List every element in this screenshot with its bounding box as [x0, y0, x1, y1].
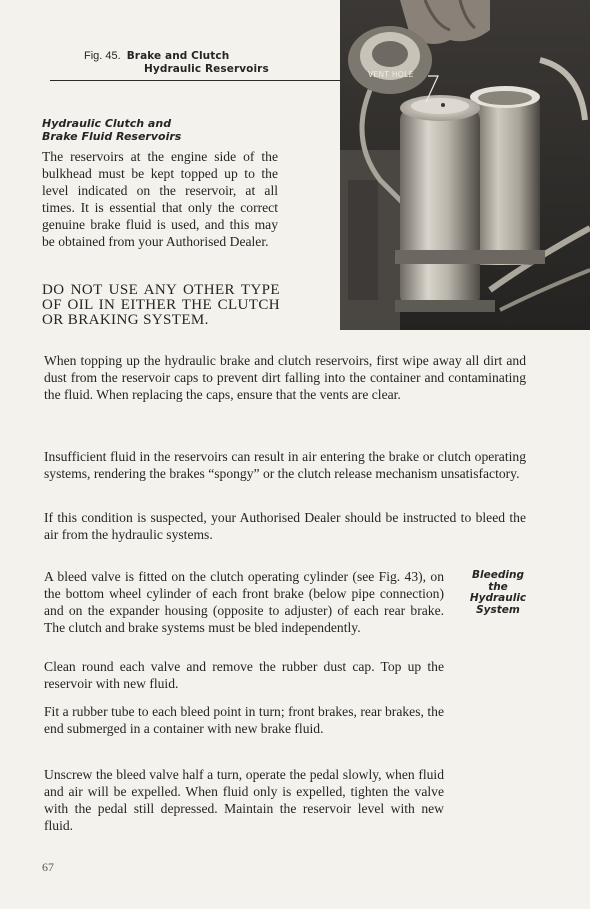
side-heading-word-1: Bleeding: [472, 569, 524, 581]
unscrew-valve-paragraph: Unscrew the bleed valve half a turn, operate the pedal slowly, when fluid and air will be expelled. When fluid only is expelled, tighten the valve with the pedal still depressed. Maintain the reservoir level with new fluid.: [44, 767, 444, 833]
bleed-valve-paragraph: A bleed valve is fitted on the clutch operating cylinder (see Fig. 43), on the bottom wheel cylinder of each front brake (below pipe connection) and on the expander housing (opposite to adjuster) of each rear brake. The clutch and brake systems must be bled independently.: [44, 569, 444, 635]
insufficient-fluid-paragraph: Insufficient fluid in the reservoirs can result in air entering the brake or clutch operating systems, rendering the brakes “spongy” or the clutch release mechanism unsatisfactory.: [44, 449, 526, 481]
rubber-tube-paragraph: Fit a rubber tube to each bleed point in turn; front brakes, rear brakes, the end submerged in a container with new brake fluid.: [44, 704, 444, 736]
figure-number: Fig. 45.: [84, 50, 121, 62]
figure-caption: [84, 50, 280, 75]
warning-notice: DO NOT USE ANY OTHER TYPE OF OIL IN EITHER THE CLUTCH OR BRAKING SYSTEM.: [42, 282, 280, 328]
section-heading-line2: Brake Fluid Reservoirs: [42, 130, 182, 143]
vent-hole-label: VENT HOLE: [368, 70, 414, 79]
side-heading-word-2: the: [488, 580, 508, 593]
side-heading-word-4: System: [476, 603, 520, 616]
topping-up-paragraph: When topping up the hydraulic brake and clutch reservoirs, first wipe away all dirt and dust from the reservoir caps to prevent dirt falling into the container and contaminating the fluid. When replacing the caps, ensure that the vents are clear.: [44, 353, 526, 402]
section-heading: [42, 117, 272, 143]
reservoir-photo: [340, 0, 590, 330]
bleeding-side-heading: [446, 570, 550, 616]
figure-title-line2: Hydraulic Reservoirs: [144, 63, 269, 75]
reservoir-photo-illustration: [340, 0, 590, 330]
section-heading-line1: Hydraulic Clutch and: [42, 117, 172, 130]
clean-valve-paragraph: Clean round each valve and remove the rubber dust cap. Top up the reservoir with new fluid.: [44, 659, 444, 691]
dealer-paragraph: If this condition is suspected, your Authorised Dealer should be instructed to bleed the air from the hydraulic systems.: [44, 510, 526, 542]
page-number: 67: [42, 860, 54, 874]
side-heading-word-3: Hydraulic: [469, 592, 527, 604]
figure-title-line1: Brake and Clutch: [126, 50, 230, 62]
intro-paragraph: The reservoirs at the engine side of the bulkhead must be kept topped up to the level indicated on the reservoir, at all times. It is essential that only the correct genuine brake fluid is used, and this may be obtained from your Authorised Dealer.: [42, 149, 278, 249]
caption-rule: [50, 80, 340, 81]
